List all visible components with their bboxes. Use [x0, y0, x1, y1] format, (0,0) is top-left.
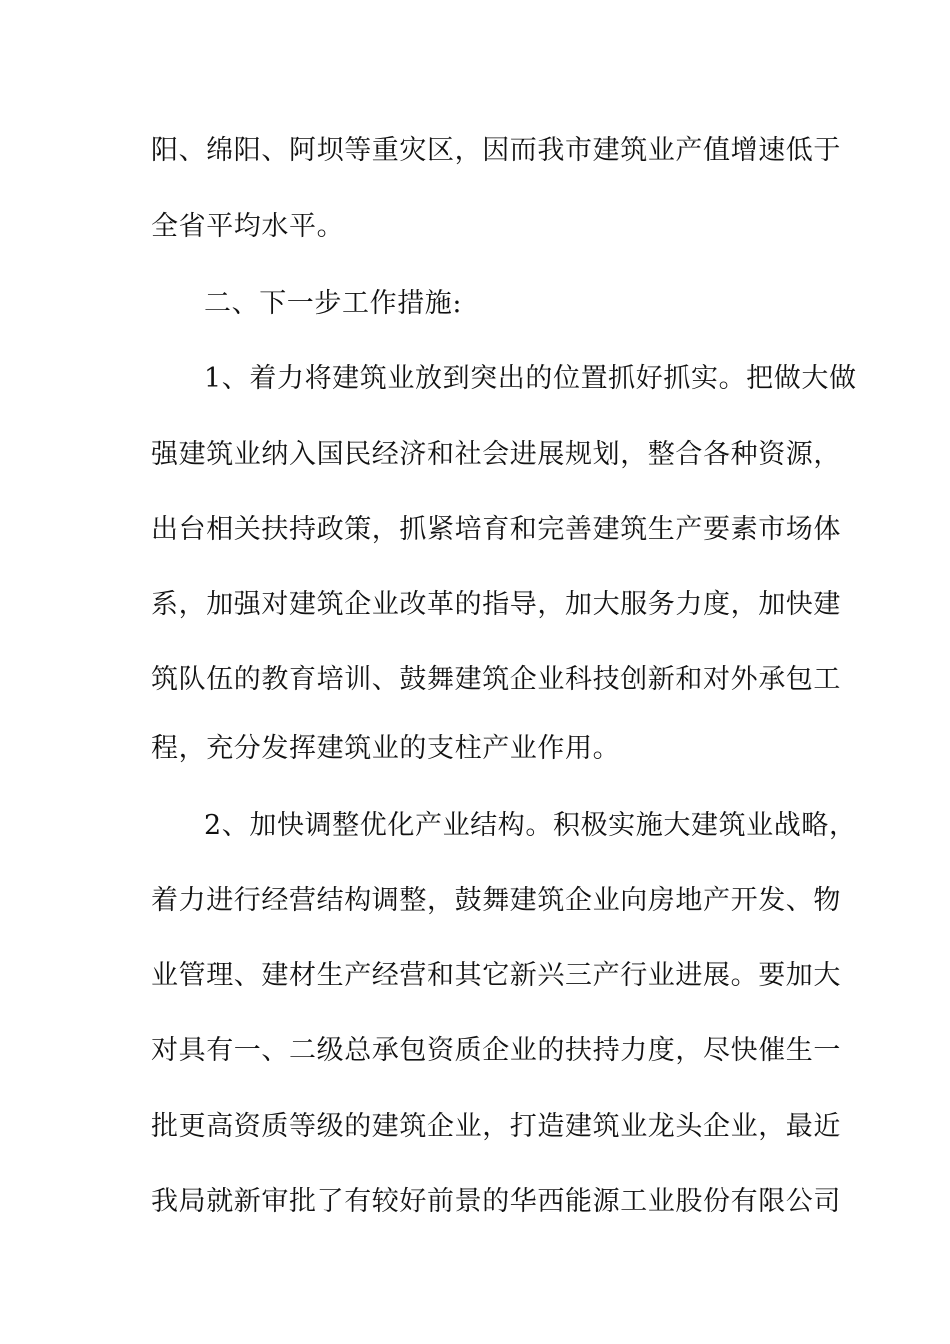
text-line: 2、加快调整优化产业结构。积极实施大建筑业战略，: [204, 810, 857, 841]
text-line: 着力进行经营结构调整，鼓舞建筑企业向房地产开发、物: [151, 885, 841, 916]
section-heading: 二、下一步工作措施:: [204, 288, 463, 319]
text-line: 出台相关扶持政策，抓紧培育和完善建筑生产要素市场体: [151, 514, 841, 545]
text-line: 业管理、建材生产经营和其它新兴三产行业进展。要加大: [151, 960, 841, 991]
text-line: 我局就新审批了有较好前景的华西能源工业股份有限公司: [151, 1186, 841, 1217]
text-line: 强建筑业纳入国民经济和社会进展规划，整合各种资源，: [151, 439, 841, 470]
text-line: 全省平均水平。: [151, 211, 345, 242]
text-line: 程，充分发挥建筑业的支柱产业作用。: [151, 733, 621, 764]
text-line: 批更高资质等级的建筑企业，打造建筑业龙头企业，最近: [151, 1111, 841, 1142]
text-line: 1、着力将建筑业放到突出的位置抓好抓实。把做大做: [204, 363, 857, 394]
text-line: 阳、绵阳、阿坝等重灾区，因而我市建筑业产值增速低于: [151, 135, 841, 166]
text-line: 对具有一、二级总承包资质企业的扶持力度，尽快催生一: [151, 1035, 841, 1066]
text-line: 系，加强对建筑企业改革的指导，加大服务力度，加快建: [151, 589, 841, 620]
text-line: 筑队伍的教育培训、鼓舞建筑企业科技创新和对外承包工: [151, 664, 841, 695]
